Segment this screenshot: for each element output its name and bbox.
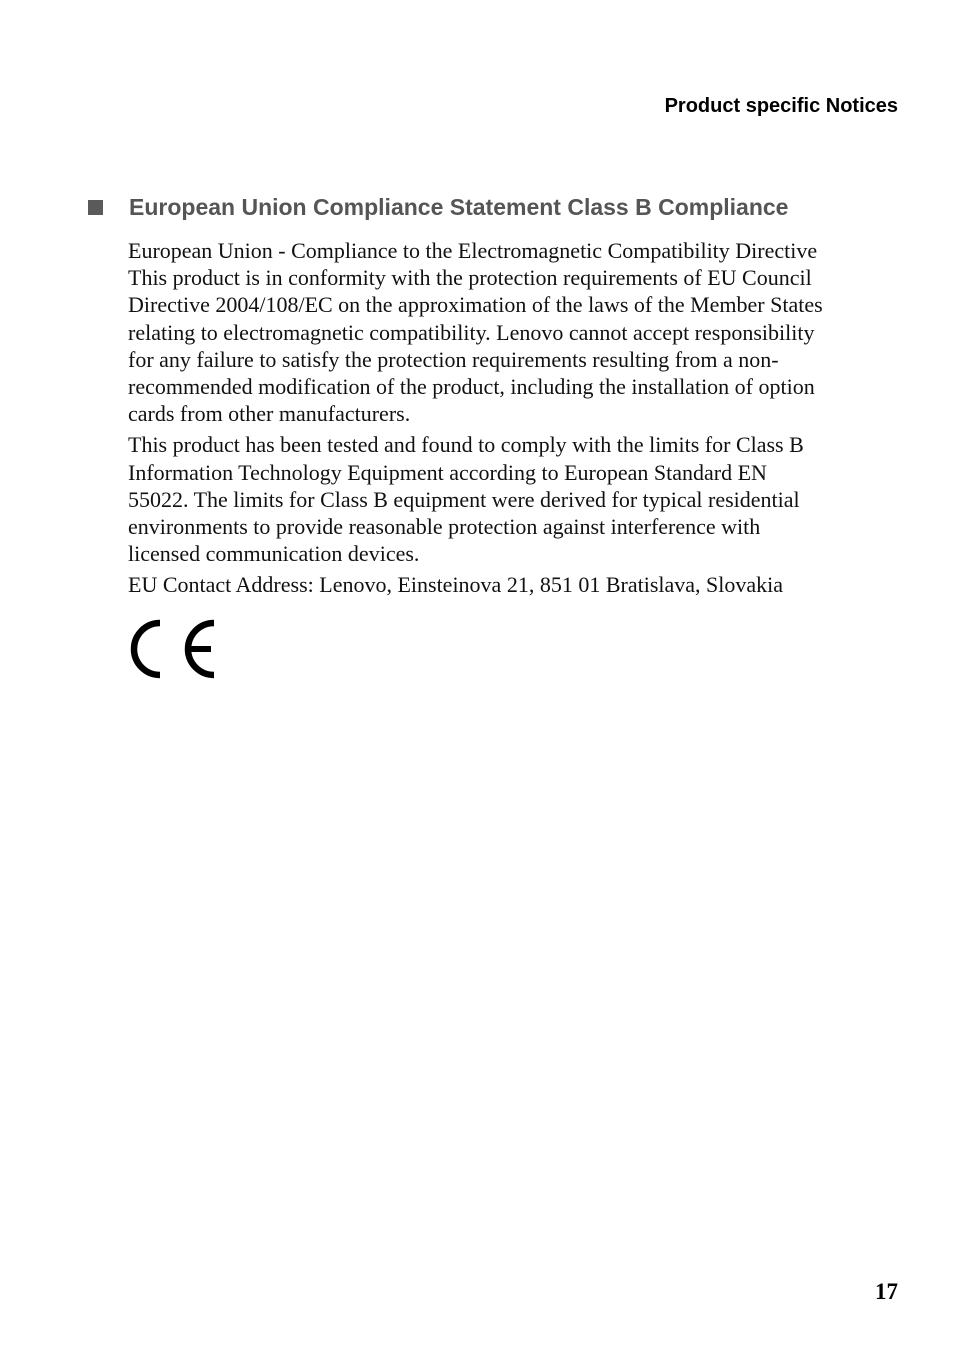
- text-line: licensed communication devices.: [128, 541, 420, 567]
- text-line: 55022. The limits for Class B equipment were derived for typical residential: [128, 486, 800, 512]
- text-line: recommended modification of the product, including the installation of option: [128, 374, 815, 400]
- section-title: European Union Compliance Statement Class B Compliance: [129, 194, 789, 220]
- text-line: Information Technology Equipment according to European Standard EN: [128, 459, 767, 485]
- paragraph-eu-contact: [128, 571, 908, 598]
- text-line: This product has been tested and found to comply with the limits for Class B: [128, 432, 804, 458]
- text-line: environments to provide reasonable protection against interference with: [128, 514, 761, 540]
- text-line: Directive 2004/108/EC on the approximation of the laws of the Member States: [128, 292, 823, 318]
- section-heading: [88, 192, 908, 222]
- paragraph-class-b-testing: [128, 431, 908, 567]
- paragraph-emc-directive: [128, 237, 908, 427]
- page-number: 17: [875, 1279, 898, 1304]
- text-line: This product is in conformity with the protection requirements of EU Council: [128, 265, 812, 291]
- running-header: Product specific Notices: [664, 95, 898, 117]
- text-line: EU Contact Address: Lenovo, Einsteinova 21, 851 01 Bratislava, Slovakia: [128, 572, 784, 598]
- ce-mark-icon: [128, 618, 218, 680]
- square-bullet-icon: [88, 200, 103, 215]
- section-body: [128, 237, 908, 603]
- text-line: relating to electromagnetic compatibility. Lenovo cannot accept responsibility: [128, 319, 815, 345]
- text-line: cards from other manufacturers.: [128, 401, 411, 427]
- text-line: for any failure to satisfy the protection requirements resulting from a non-: [128, 346, 779, 372]
- text-line: European Union - Compliance to the Electromagnetic Compatibility Directive: [128, 238, 818, 263]
